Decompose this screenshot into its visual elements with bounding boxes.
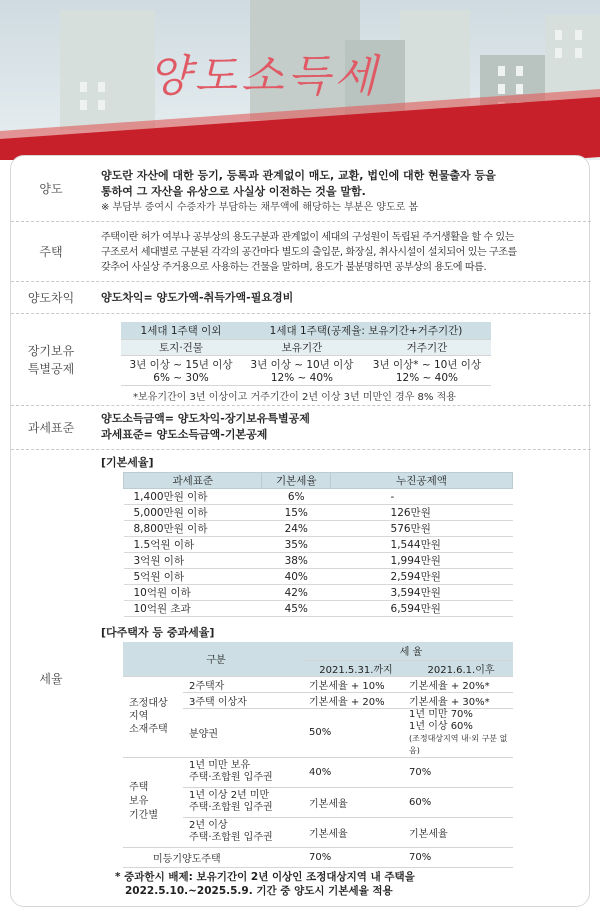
row-capital-gain bbox=[11, 282, 591, 314]
table-cell: 10억원 초과 bbox=[124, 601, 262, 617]
heavy-rate-footnote: * 중과한시 배제: 보유기간이 2년 이상인 조정대상지역 내 주택을 2022.5.10.~2025.5.9. 기간 중 양도시 기본세율 적용 bbox=[115, 871, 415, 897]
row-label: 주택 bbox=[39, 244, 63, 259]
deduction-table: 1세대 1주택 이외 1세대 1주택(공제율: 보유기간+거주기간) 토지·건물 보유기간 거주기간 3년 이상 ~ 15년 이상 6% ~ 30% 3년 이상 ~ 10년 이상 12% ~ 40% 3년 이상* ~ 10년 이상 12% ~ 40% bbox=[121, 322, 491, 386]
row-label: 양도 bbox=[39, 181, 63, 196]
row-tax-rate bbox=[11, 450, 591, 908]
table-row bbox=[124, 521, 513, 537]
table-cell: 35% bbox=[262, 537, 331, 553]
table-row bbox=[124, 585, 513, 601]
building-illustration bbox=[60, 10, 155, 130]
table-cell: 576만원 bbox=[331, 521, 513, 537]
table-cell: 5,000만원 이하 bbox=[124, 505, 262, 521]
basic-rate-table: 과세표준 기본세율 누진공제액 1,400만원 이하 6% - 5,000만원 이하 15% 126만원 8,800만원 이하 24% 576만원 1.5억원 이하 35% 1,544만원 3억원 이하 38% 1,994만원 5억원 이하 40% 2,594만원 10억원 이하 42% 3,594만원 10억원 초과 45% 6,594만원 bbox=[123, 472, 513, 617]
housing-definition: 주택이란 허가 여부나 공부상의 용도구분과 관계없이 세대의 구성원이 독립된 주거생활을 할 수 있는 구조로서 세대별로 구분된 각각의 공간마다 별도의 출입문, 화장실, 취사시설이 설치되어 있는 구조를 갖추어 사실상 주거용으로 사용하는 건물을 말하며, 용도가 불분명하면 공부상의 용도에 따름. bbox=[101, 232, 517, 273]
row-label: 과세표준 bbox=[27, 420, 75, 435]
row-label: 양도차익 bbox=[27, 290, 75, 305]
table-cell: 38% bbox=[262, 553, 331, 569]
table-cell: 3,594만원 bbox=[331, 585, 513, 601]
row-transfer bbox=[11, 156, 591, 222]
table-cell: 1,544만원 bbox=[331, 537, 513, 553]
basic-rate-title: [기본세율] bbox=[101, 456, 154, 469]
table-cell: 1,994만원 bbox=[331, 553, 513, 569]
table-cell: - bbox=[331, 489, 513, 505]
table-row bbox=[124, 505, 513, 521]
table-row bbox=[124, 489, 513, 505]
table-row bbox=[124, 569, 513, 585]
deduction-note: *보유기간이 3년 이상이고 거주기간이 2년 이상 3년 미만인 경우 8% 적용 bbox=[133, 392, 456, 403]
table-cell: 24% bbox=[262, 521, 331, 537]
table-cell: 3억원 이하 bbox=[124, 553, 262, 569]
header-banner bbox=[0, 0, 600, 160]
row-housing bbox=[11, 222, 591, 282]
table-cell: 1.5억원 이하 bbox=[124, 537, 262, 553]
table-row bbox=[124, 553, 513, 569]
table-cell: 42% bbox=[262, 585, 331, 601]
table-row bbox=[124, 537, 513, 553]
heavy-rate-table: 구분 세 율 2021.5.31.까지 2021.6.1.이후 조정대상 지역 소재주택 2주택자 기본세율 + 10% 기본세율 + 20%* 3주택 이상자 기본세율 + 20% 기본세율 + 30%* 분양권 50% 1년 미만 70% 1년 이상 60% (조정대상지역 내·외 구분 없음) 주택 보유 기간별 1년 미만 보유 주택·조합원 입주권 40% 70% 1년 이상 2년 미만 주택·조합원 입주권 기본세율 60% 2년 이상 주택·조합원 입주권 기본세율 기본세율 미등기양도주택 70% 70% bbox=[123, 642, 513, 868]
table-cell: 1,400만원 이하 bbox=[124, 489, 262, 505]
row-label: 장기보유 특별공제 bbox=[27, 343, 75, 376]
table-row bbox=[124, 601, 513, 617]
table-cell: 15% bbox=[262, 505, 331, 521]
transfer-definition: 양도란 자산에 대한 등기, 등록과 관계없이 매도, 교환, 법인에 대한 현물출자 등을 통하여 그 자산을 유상으로 사실상 이전하는 것을 말함. ※ 부담부 증여시 수증자가 부담하는 채무액에 해당하는 부분은 양도로 봄 bbox=[101, 169, 496, 213]
table-cell: 6,594만원 bbox=[331, 601, 513, 617]
table-cell: 2,594만원 bbox=[331, 569, 513, 585]
table-cell: 40% bbox=[262, 569, 331, 585]
content-card bbox=[10, 155, 590, 907]
page-title: 양도소득세 bbox=[148, 51, 381, 102]
table-cell: 6% bbox=[262, 489, 331, 505]
table-cell: 126만원 bbox=[331, 505, 513, 521]
table-cell: 45% bbox=[262, 601, 331, 617]
tax-base-formulas: 양도소득금액= 양도차익-장기보유특별공제 과세표준= 양도소득금액-기본공제 bbox=[101, 412, 310, 441]
row-label: 세율 bbox=[39, 672, 63, 686]
heavy-rate-title: [다주택자 등 중과세율] bbox=[101, 626, 215, 639]
table-cell: 10억원 이하 bbox=[124, 585, 262, 601]
capital-gain-formula: 양도차익= 양도가액-취득가액-필요경비 bbox=[101, 291, 294, 304]
row-long-term-deduction bbox=[11, 314, 591, 406]
table-cell: 8,800만원 이하 bbox=[124, 521, 262, 537]
table-cell: 5억원 이하 bbox=[124, 569, 262, 585]
row-tax-base bbox=[11, 406, 591, 450]
